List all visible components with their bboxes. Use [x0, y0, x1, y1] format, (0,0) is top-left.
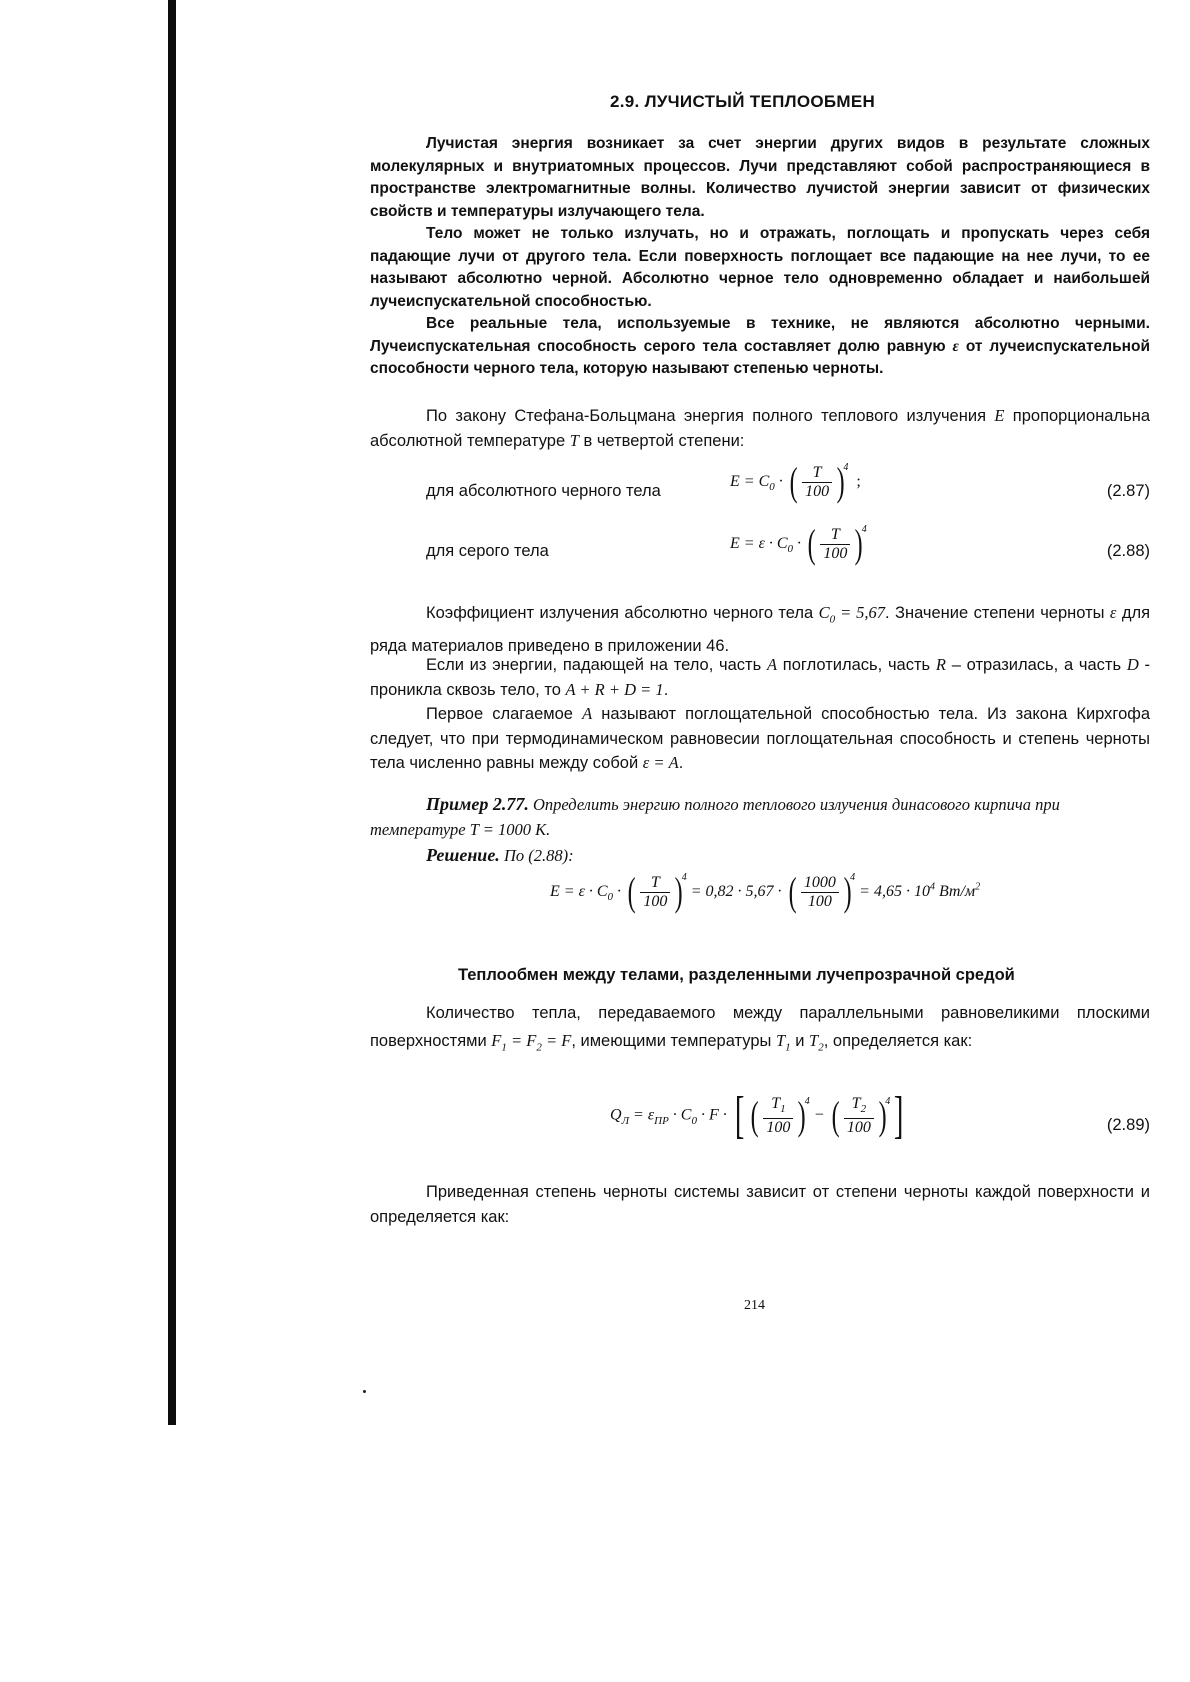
- solution-heading: Решение.: [426, 845, 500, 865]
- example-formula: $E = \varepsilon \cdot C_0$ · ( $\frac{T}{100}$ )$^4$ = 0,82 · 5,67 · ( $\frac{1000}{100}$ )$^4 = 4,65 \cdot 10^4$ $Вт/м^2$: [550, 869, 981, 915]
- kirchhoff-paragraph: Первое слагаемое A называют поглощательной способностью тела. Из закона Кирхгофа следует, что при термодинамическом равновесии поглощательная способность и степень черноты тела численно равны между собой ε = A.: [370, 704, 1150, 772]
- section-title: 2.9. ЛУЧИСТЫЙ ТЕПЛООБМЕН: [610, 92, 876, 111]
- page-number: 214: [744, 1298, 765, 1313]
- eq-287-number: (2.87): [1106, 482, 1150, 500]
- intro-paragraph-3: Все реальные тела, используемые в технике, не являются абсолютно черными. Лучеиспускательная способность серого тела составляет долю равную ε от лучеиспускательной способности черного тела, которую называют степенью черноты.: [370, 315, 1150, 377]
- stefan-boltzmann-paragraph: По закону Стефана-Больцмана энергия полного теплового излучения E пропорциональна абсолютной температуре T в четвертой степени:: [370, 406, 1150, 450]
- subsection-title: Теплообмен между телами, разделенными лучепрозрачной средой: [458, 966, 1015, 984]
- intro-paragraph-2: Тело может не только излучать, но и отражать, поглощать и пропускать через себя падающие лучи от другого тела. Если поверхность поглощает все падающие на нее лучи, то ее называют абсолютно черной. Абсолютно черное тело одновременно обладает и наибольшей лучеиспускательной способностью.: [370, 225, 1150, 310]
- example-paragraph: Пример 2.77. Определить энергию полного теплового излучения динасового кирпича при температуре T = 1000 K.: [370, 794, 1060, 839]
- binding-edge: [168, 0, 176, 1425]
- coefficient-paragraph: Коэффициент излучения абсолютно черного тела $C_0 = 5,67$. Значение степени черноты ε для ряда материалов приведено в приложении 46.: [370, 603, 1151, 656]
- eq-289-number: (2.89): [1106, 1116, 1150, 1134]
- eq-288-label: для серого тела: [426, 542, 549, 560]
- eq-287-formula: $E = C_0$ · ( $\frac{T}{100}$ )$^4$ ;: [730, 459, 861, 505]
- heat-transfer-paragraph: Количество тепла, передаваемого между параллельными равновеликими плоскими поверхностями $F_1 = F_2 = F$, имеющими температуры $T_1$ и $T_2$, определяется как:: [370, 1004, 1150, 1054]
- eq-289-formula: $Q_Л = \varepsilon_{ПР} \cdot C_0 \cdot F$ · [ ( $\frac{T_1}{100}$ )$^4$ − ( $\frac{T_2}{100}$ )$^4$]: [610, 1087, 904, 1144]
- scan-speck: [363, 1390, 366, 1393]
- intro-paragraph-1: Лучистая энергия возникает за счет энергии других видов в результате сложных молекулярных и внутриатомных процессов. Лучи представляют собой распространяющиеся в пространстве электромагнитные волны. Количество лучистой энергии зависит от физических свойств и температуры излучающего тела.: [370, 135, 1150, 220]
- final-paragraph: Приведенная степень черноты системы зависит от степени черноты каждой поверхности и определяется как:: [370, 1183, 1150, 1226]
- solution-line: Решение. По (2.88):: [426, 845, 574, 865]
- example-heading: Пример 2.77.: [426, 794, 529, 814]
- eq-288-formula: $E = \varepsilon \cdot C_0$ · ( $\frac{T}{100}$ )$^4$: [730, 521, 867, 567]
- eq-288-number: (2.88): [1106, 542, 1150, 560]
- absorption-paragraph: Если из энергии, падающей на тело, часть A поглотилась, часть R – отразилась, а часть D - проникла сквозь тело, то A + R + D = 1.: [370, 655, 1150, 699]
- epsilon-symbol: ε: [952, 337, 959, 355]
- eq-287-label: для абсолютного черного тела: [426, 482, 661, 500]
